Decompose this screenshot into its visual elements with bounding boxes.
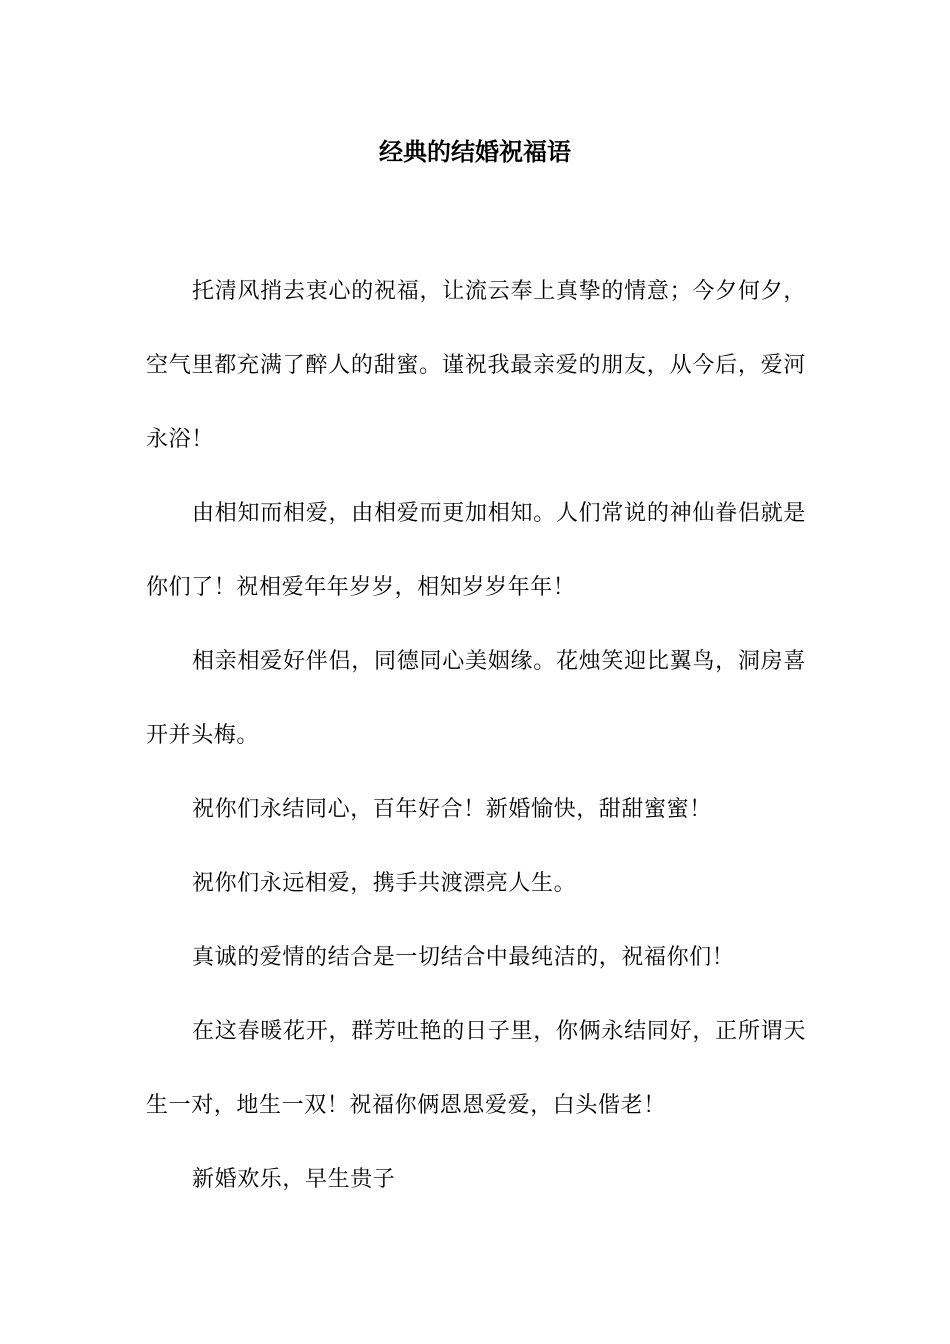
paragraph: 由相知而相爱，由相爱而更加相知。人们常说的神仙眷侣就是你们了！祝相爱年年岁岁，相知岁岁年年！ — [146, 501, 806, 600]
document-title: 经典的结婚祝福语 — [379, 137, 571, 166]
paragraph: 祝你们永远相爱，携手共渡漂亮人生。 — [192, 871, 577, 896]
paragraph: 托清风捎去衷心的祝福，让流云奉上真挚的情意；今夕何夕，空气里都充满了醉人的甜蜜。谨祝我最亲爱的朋友，从今后，爱河永浴！ — [146, 279, 806, 452]
paragraph: 相亲相爱好伴侣，同德同心美姻缘。花烛笑迎比翼鸟，洞房喜开并头梅。 — [146, 649, 806, 748]
paragraph: 在这春暖花开，群芳吐艳的日子里，你俩永结同好，正所谓天生一对，地生一双！祝福你俩恩恩爱爱，白头偕老！ — [146, 1019, 806, 1118]
paragraph: 新婚欢乐，早生贵子 — [192, 1167, 396, 1192]
paragraph: 祝你们永结同心，百年好合！新婚愉快，甜甜蜜蜜！ — [192, 797, 712, 822]
document-body — [146, 255, 806, 1217]
paragraph: 真诚的爱情的结合是一切结合中最纯洁的，祝福你们！ — [192, 945, 735, 970]
